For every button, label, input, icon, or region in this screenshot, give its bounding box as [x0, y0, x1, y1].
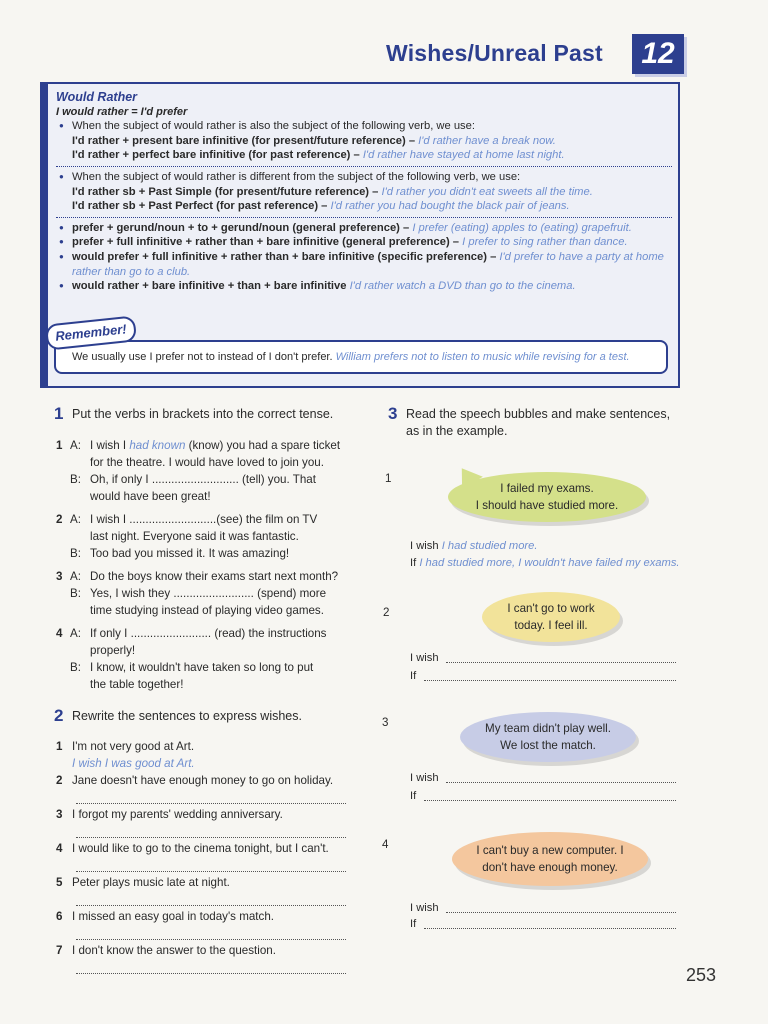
speech-bubble-3: My team didn't play well. We lost the match. — [460, 712, 636, 762]
wish-line: I wish — [410, 900, 676, 917]
answer-line[interactable] — [424, 916, 676, 929]
answer-line[interactable] — [424, 788, 676, 801]
answer: I wish I was good at Art. — [72, 757, 195, 770]
exercise-1-item-4: 4 A: If only I ......................... (read) the instructions properly! B: I know, it wouldn't have taken so long to put the table together! — [56, 627, 327, 691]
speech-bubble-2: I can't go to work today. I feel ill. — [482, 592, 620, 642]
exercise-1-heading: 1 Put the verbs in brackets into the correct tense. — [54, 404, 334, 423]
answer-line[interactable] — [76, 825, 346, 838]
answer-line[interactable] — [76, 791, 346, 804]
answer-line[interactable] — [424, 668, 676, 681]
grammar-bullet-5: ● would prefer + full infinitive + rather than + bare infinitive (specific preference) – I'd prefer to have a party at home rather than go to a club. — [56, 250, 672, 279]
exercise-2-item-7: 7 I don't know the answer to the question. — [56, 942, 352, 976]
grammar-bullet-1: ● When the subject of would rather is also the subject of the following verb, we use: — [56, 119, 672, 134]
exercise-3-heading: 3 Read the speech bubbles and make sentences, as in the example. — [388, 404, 671, 438]
answer: I had studied more. — [441, 540, 538, 552]
page-title: Wishes/Unreal Past — [386, 40, 603, 66]
answer-line[interactable] — [446, 770, 676, 783]
grammar-rule: I'd rather sb + Past Perfect (for past reference) – I'd rather you had bought the black pair of jeans. — [72, 200, 570, 213]
wish-line: I wish — [410, 650, 676, 667]
exercise-1-item-2: 2 A: I wish I ...........................(see) the film on TV last night. Everyone said it was fantastic. B: Too bad you missed it. It was amazing! — [56, 513, 318, 560]
answer-line[interactable] — [76, 961, 346, 974]
exercise-2-item-1: 1 I'm not very good at Art. I wish I was good at Art. — [56, 740, 195, 770]
exercise-2-item-5: 5 Peter plays music late at night. — [56, 874, 352, 908]
grammar-rule: I'd rather + perfect bare infinitive (for past reference) – I'd rather have stayed at home last night. — [72, 149, 565, 162]
grammar-title: Would Rather — [56, 90, 138, 104]
if-line: If — [410, 916, 676, 933]
answer-line[interactable] — [76, 859, 346, 872]
speech-bubble-1: I failed my exams. I should have studied more. — [448, 472, 646, 522]
remember-text: We usually use I prefer not to instead of I don't prefer. — [72, 351, 333, 363]
answer-line[interactable] — [76, 893, 346, 906]
exercise-3-item-number: 4 — [382, 838, 389, 851]
page-number: 253 — [686, 965, 717, 985]
answer-line[interactable] — [446, 900, 676, 913]
exercise-1-item-3: 3 A: Do the boys know their exams start next month? B: Yes, I wish they ......................... (spend) more time studying instead of playing video games. — [56, 570, 339, 617]
divider — [56, 217, 672, 218]
wish-line: I wish I had studied more. — [410, 540, 538, 552]
grammar-bullet-3: ● prefer + gerund/noun + to + gerund/noun (general preference) – I prefer (eating) apples to (eating) grapefruit. — [56, 221, 672, 236]
exercise-2-heading: 2 Rewrite the sentences to express wishes. — [54, 706, 302, 725]
exercise-2-item-3: 3 I forgot my parents' wedding anniversary. — [56, 806, 352, 840]
remember-box — [54, 340, 668, 374]
grammar-rule: I'd rather sb + Past Simple (for present/future reference) – I'd rather you didn't eat sweets all the time. — [72, 185, 593, 198]
grammar-subtitle: I would rather = I'd prefer — [56, 105, 188, 118]
wish-line: I wish — [410, 770, 676, 787]
remember-example: William prefers not to listen to music while revising for a test. — [335, 351, 630, 363]
exercise-3-item-number: 2 — [383, 606, 390, 619]
grammar-rule: I'd rather + present bare infinitive (for present/future reference) – I'd rather have a break now. — [72, 134, 556, 147]
if-line: If — [410, 788, 676, 805]
answer-line[interactable] — [446, 650, 676, 663]
grammar-bullet-6: ● would rather + bare infinitive + than + bare infinitive I'd rather watch a DVD than go to the cinema. — [56, 279, 672, 294]
remember-label: Remember! — [45, 315, 137, 350]
grammar-bullet-4: ● prefer + full infinitive + rather than + bare infinitive (general preference) – I prefer to sing rather than dance. — [56, 235, 672, 250]
exercise-2-item-4: 4 I would like to go to the cinema tonight, but I can't. — [56, 840, 352, 874]
exercise-3-item-number: 1 — [385, 472, 392, 485]
speech-bubble-4: I can't buy a new computer. I don't have enough money. — [452, 832, 648, 886]
if-line: If — [410, 668, 676, 685]
exercise-1-item-1: 1 A: I wish I had known (know) you had a spare ticket for the theatre. I would have loved to join you. B: Oh, if only I ........................... (tell) you. That would have been great! — [56, 439, 341, 503]
divider — [56, 166, 672, 167]
if-line: If I had studied more, I wouldn't have failed my exams. — [410, 557, 680, 569]
answer-line[interactable] — [76, 927, 346, 940]
exercise-2-item-6: 6 I missed an easy goal in today's match. — [56, 908, 352, 942]
unit-badge: 12 — [632, 34, 684, 74]
exercise-2-item-2: 2 Jane doesn't have enough money to go on holiday. — [56, 772, 352, 806]
answer: had known — [129, 439, 186, 452]
exercise-3-item-number: 3 — [382, 716, 389, 729]
answer: I had studied more, I wouldn't have failed my exams. — [419, 557, 680, 569]
grammar-bullet-2: ● When the subject of would rather is different from the subject of the following verb, we use: — [56, 170, 672, 185]
